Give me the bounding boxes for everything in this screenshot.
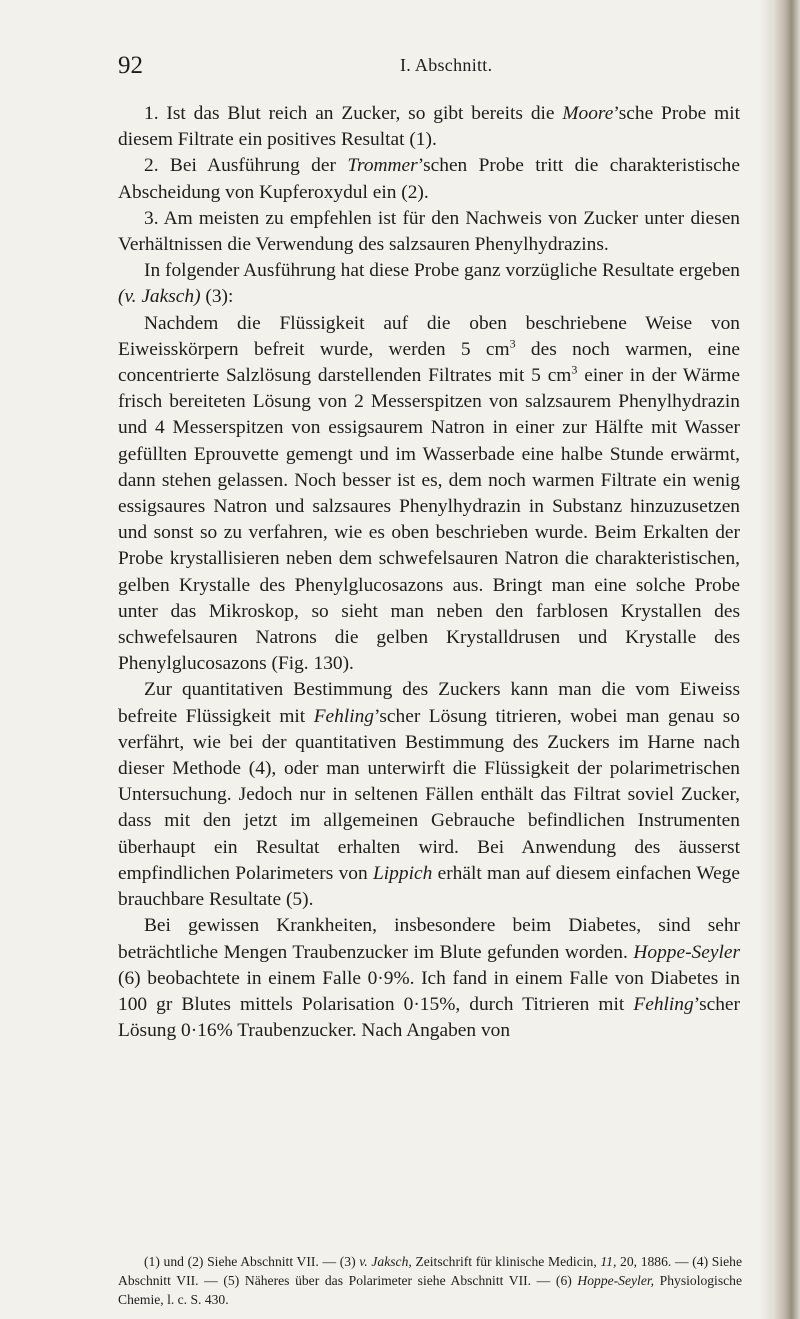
author-name: (v. Jaksch) bbox=[118, 286, 201, 308]
body-text bbox=[118, 101, 740, 1044]
author-name: Hoppe-Seyler bbox=[633, 941, 740, 963]
author-name: Lippich bbox=[373, 862, 433, 884]
superscript: 3 bbox=[509, 336, 516, 351]
page-gutter-shadow bbox=[760, 0, 772, 1319]
page-number: 92 bbox=[118, 52, 143, 79]
author-name: Fehling bbox=[313, 705, 374, 727]
paragraph-2: 2. Bei Ausführung der Trommer’schen Probe tritt die charakteristische Abscheidung von Kupferoxydul ein (2). bbox=[118, 155, 740, 203]
paragraph-3: 3. Am meisten zu empfehlen ist für den Nachweis von Zucker unter diesen Verhältnissen die Verwendung des salzsauren Phenylhydrazins. bbox=[118, 207, 740, 256]
section-title: I. Abschnitt. bbox=[400, 55, 493, 75]
paragraph-4: In folgender Ausführung hat diese Probe ganz vorzügliche Resultate ergeben (v. Jaksch) (3): bbox=[118, 260, 740, 308]
superscript: 3 bbox=[571, 362, 578, 377]
paragraph-1: 1. Ist das Blut reich an Zucker, so gibt bereits die Moore’sche Probe mit diesem Filtrate ein positives Resultat (1). bbox=[118, 103, 740, 151]
paragraph-6: Zur quantitativen Bestimmung des Zuckers kann man die vom Eiweiss befreite Flüssigkeit mit Fehling’scher Lösung titrieren, wobei man genau so verfährt, wie bei der quantitativen Bestimmung des Zuckers im Harne nach dieser Methode (4), oder man unterwirft die Flüssigkeit der polarimetrischen Untersuchung. Jedoch nur in seltenen Fällen enthält das Filtrat soviel Zucker, dass mit den jetzt im allgemeinen Gebrauche befindlichen Instrumenten überhaupt ein Resultat erhalten wird. Bei Anwendung des äusserst empfindlichen Polarimeters von Lippich erhält man auf diesem einfachen Wege brauchbare Resultate (5). bbox=[118, 679, 740, 911]
running-head bbox=[118, 52, 758, 92]
book-spine-edge bbox=[772, 0, 800, 1319]
footnote-block: (1) und (2) Siehe Abschnitt VII. — (3) v. Jaksch, Zeitschrift für klinische Medicin, 11, 20, 1886. — (4) Siehe Abschnitt VII. — (5) Näheres über das Polarimeter siehe Abschnitt VII. — (6) Hoppe-Seyler, Physiologische Chemie, l. c. S. 430. bbox=[118, 1254, 742, 1308]
author-name: Trommer bbox=[347, 155, 418, 177]
footnotes bbox=[118, 1252, 742, 1310]
paragraph-5: Nachdem die Flüssigkeit auf die oben beschriebene Weise von Eiweisskörpern befreit wurde, werden 5 $cm^3$ des noch warmen, eine concentrierte Salzlösung darstellenden Filtrates mit 5 $cm^3$ einer in der Wärme frisch bereiteten Lösung von 2 Messerspitzen von salzsaurem Phenylhydrazin und 4 Messerspitzen von essigsaurem Natron in einer zur Hälfte mit Wasser gefüllten Eprouvette gemengt und im Wasserbade eine halbe Stunde erwärmt, dann stehen gelassen. Noch besser ist es, dem noch warmen Filtrate ein wenig essigsaures Natron und salzsaures Phenylhydrazin in Substanz hinzuzusetzen und sonst so zu verfahren, wie es oben beschrieben wurde. Beim Erkalten der Probe krystallisieren neben dem schwefelsauren Natron die charakteristischen, gelben Krystalle des Phenylglucosazons aus. Bringt man eine solche Probe unter das Mikroskop, so sieht man neben den farblosen Krystallen des schwefelsauren Natrons die gelben Krystalldrusen und Krystalle des Phenylglucosazons (Fig. 130). bbox=[118, 312, 741, 675]
paragraph-7: Bei gewissen Krankheiten, insbesondere beim Diabetes, sind sehr beträchtliche Mengen Traubenzucker im Blute gefunden worden. Hoppe-Seyler (6) beobachtete in einem Falle 0·9%. Ich fand in einem Falle von Diabetes in 100 gr Blutes mittels Polarisation 0·15%, durch Titrieren mit Fehling’scher Lösung 0·16% Traubenzucker. Nach Angaben von bbox=[118, 915, 740, 1042]
author-name: Fehling bbox=[633, 993, 694, 1015]
author-name: Moore bbox=[562, 103, 614, 124]
